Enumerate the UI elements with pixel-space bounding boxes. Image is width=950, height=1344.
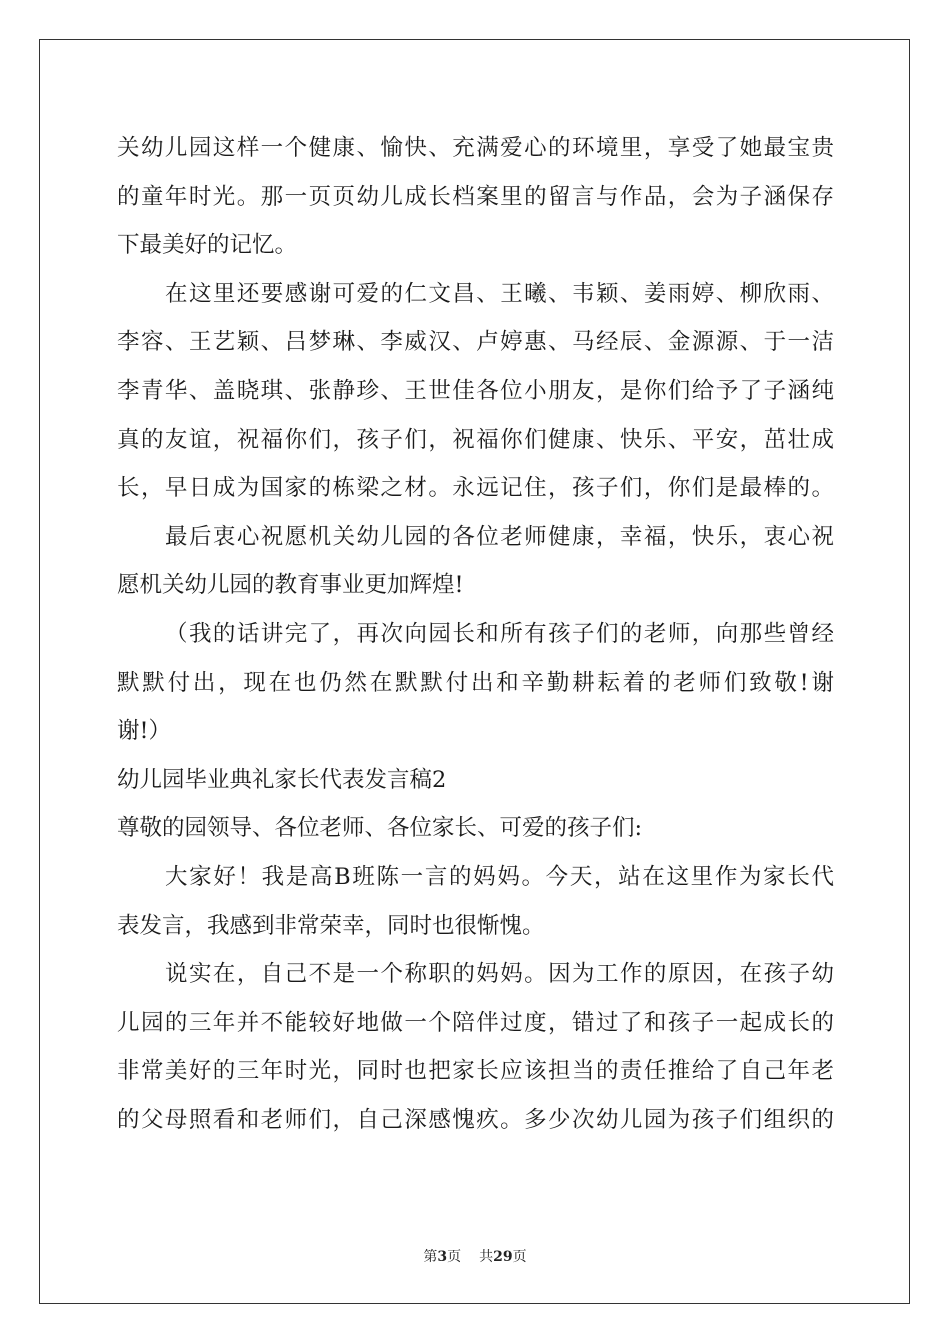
document-body xyxy=(117,124,834,1144)
text-line: 非常美好的三年时光，同时也把家长应该担当的责任推给了自己年老 xyxy=(117,1058,834,1085)
text-line: 最后衷心祝愿机关幼儿园的各位老师健康，幸福，快乐，衷心祝 xyxy=(165,523,834,550)
text-line: 儿园的三年并不能较好地做一个陪伴过度，错过了和孩子一起成长的 xyxy=(117,1009,834,1036)
text-line: 下最美好的记忆。 xyxy=(117,232,298,259)
text-line: 李青华、盖晓琪、张静珍、王世佳各位小朋友，是你们给予了子涵纯 xyxy=(117,377,834,404)
current-page-number: 3 xyxy=(437,1249,448,1265)
text-line: 大家好！我是高B班陈一言的妈妈。今天，站在这里作为家长代 xyxy=(165,863,834,890)
text-line: 长，早日成为国家的栋梁之材。永远记住，孩子们，你们是最棒的。 xyxy=(117,475,834,502)
text-line: 愿机关幼儿园的教育事业更加辉煌! xyxy=(117,572,464,599)
text-line: （我的话讲完了，再次向园长和所有孩子们的老师，向那些曾经 xyxy=(165,620,834,647)
total-prefix: 共 xyxy=(479,1249,494,1265)
text-line: 李容、王艺颖、吕梦琳、李威汉、卢婷惠、马经辰、金源源、于一洁 xyxy=(117,329,834,356)
text-line: 默默付出，现在也仍然在默默付出和辛勤耕耘着的老师们致敬!谢 xyxy=(117,669,834,696)
salutation: 尊敬的园领导、各位老师、各位家长、可爱的孩子们: xyxy=(117,815,643,842)
total-page-count: 29 xyxy=(493,1249,513,1265)
total-suffix: 页 xyxy=(512,1249,527,1265)
text-line: 真的友谊，祝福你们，孩子们，祝福你们健康、快乐、平安，茁壮成 xyxy=(117,426,834,453)
text-line: 说实在，自己不是一个称职的妈妈。因为工作的原因，在孩子幼 xyxy=(165,961,834,988)
text-line: 表发言，我感到非常荣幸，同时也很惭愧。 xyxy=(117,912,545,939)
text-line: 的父母照看和老师们，自己深感愧疚。多少次幼儿园为孩子们组织的 xyxy=(117,1106,834,1133)
section-heading: 幼儿园毕业典礼家长代表发言稿2 xyxy=(117,766,447,793)
page-footer xyxy=(0,1247,950,1267)
text-line: 的童年时光。那一页页幼儿成长档案里的留言与作品，会为子涵保存 xyxy=(117,183,834,210)
page-prefix: 第 xyxy=(423,1249,438,1265)
text-line: 谢!） xyxy=(117,718,172,745)
page-suffix: 页 xyxy=(447,1249,462,1265)
text-line: 关幼儿园这样一个健康、愉快、充满爱心的环境里，享受了她最宝贵 xyxy=(117,135,834,161)
text-line: 在这里还要感谢可爱的仁文昌、王曦、韦颖、姜雨婷、柳欣雨、 xyxy=(165,280,834,307)
